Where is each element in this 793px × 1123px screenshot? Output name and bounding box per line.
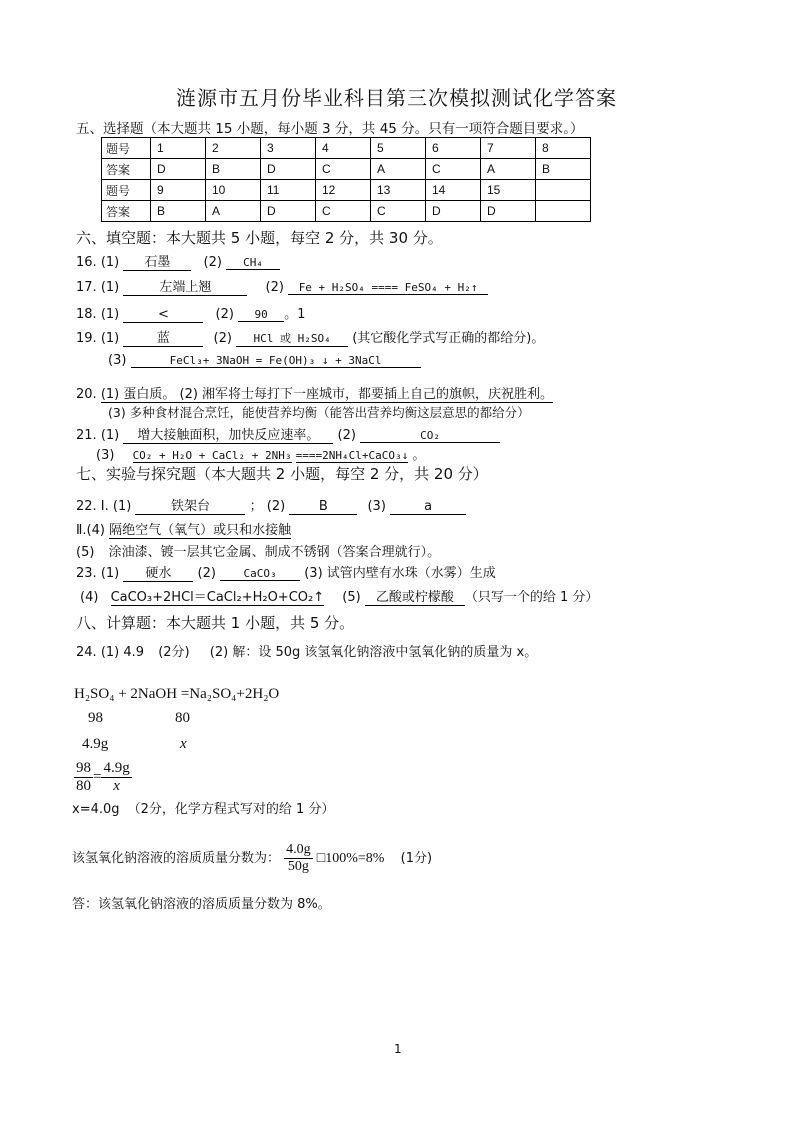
answer: CH₄ — [226, 256, 280, 270]
answer: 蓝 — [123, 327, 203, 347]
answer: 隔绝空气（氧气）或只和水接触 — [109, 519, 291, 539]
answer: 硬水 — [123, 562, 193, 582]
answer: 乙酸或柠檬酸 — [365, 586, 465, 606]
cell: 7 — [481, 138, 536, 159]
part-label: (1) — [112, 499, 132, 514]
cell: B — [151, 201, 206, 222]
answer: CaCO₃+2HCl＝CaCl₂+H₂O+CO₂↑ — [111, 586, 325, 606]
answer: Fe + H₂SO₄ ==== FeSO₄ + H₂↑ — [288, 281, 488, 295]
answer: 铁架台 — [135, 495, 245, 515]
part-label: (4) — [80, 590, 99, 605]
cell: C — [316, 201, 371, 222]
fraction-denominator: 80 — [76, 778, 91, 794]
answer: B — [289, 499, 357, 515]
answer: HCl 或 H₂SO₄ — [236, 330, 348, 347]
section7-heading: 七、实验与探究题（本大题共 2 小题，每空 2 分，共 20 分） — [76, 465, 488, 483]
result-value: x=4.0g — [72, 802, 120, 817]
q21-part3 — [96, 444, 425, 463]
cell: 11 — [261, 180, 316, 201]
cell: 13 — [371, 180, 426, 201]
q23 — [76, 562, 496, 582]
question-number: 16. — [76, 255, 97, 270]
answer: 增大接触面积，加快反应速率。 — [123, 424, 333, 444]
part-label: (2) — [337, 428, 356, 443]
cell: 3 — [261, 138, 316, 159]
cell: D — [261, 201, 316, 222]
part-label: (1) 4.9 — [100, 645, 145, 660]
part-label: (3) — [108, 353, 127, 368]
part-label: (5) — [76, 545, 95, 560]
part-label: (5) — [342, 590, 361, 605]
fraction-numerator: 98 — [76, 760, 91, 776]
separator: ； — [249, 499, 263, 514]
cell: 12 — [316, 180, 371, 201]
cell: A — [481, 159, 536, 180]
cell — [536, 180, 591, 201]
answer: 试管内壁有水珠（水雾）生成 — [326, 566, 496, 581]
cell: C — [371, 201, 426, 222]
mass-naoh: x — [180, 736, 187, 752]
q18 — [76, 303, 305, 323]
cell: B — [206, 159, 261, 180]
cell: 6 — [426, 138, 481, 159]
part-label: (1) — [100, 280, 120, 295]
fraction-denominator: x — [113, 778, 120, 794]
molar-mass-h2so4: 98 — [88, 710, 103, 726]
cell: A — [371, 159, 426, 180]
label: 该氢氧化钠溶液的溶质质量分数为： — [72, 851, 281, 866]
part-label: Ⅱ.(4) — [76, 523, 105, 538]
q23-part4 — [80, 586, 598, 606]
question-number: 22. Ⅰ. — [76, 499, 109, 514]
score: (1分) — [400, 851, 433, 866]
row-label: 答案 — [102, 159, 151, 180]
cell: 8 — [536, 138, 591, 159]
answer: CaCO₃ — [220, 567, 300, 581]
result — [72, 798, 334, 817]
q21 — [76, 424, 500, 444]
answer: < — [123, 307, 203, 323]
cell: 10 — [206, 180, 261, 201]
cell: A — [206, 201, 261, 222]
table-row — [102, 201, 591, 222]
part-label: (1) — [100, 331, 120, 346]
cell: 14 — [426, 180, 481, 201]
q17 — [76, 276, 488, 296]
mass-h2so4: 4.9g — [82, 736, 109, 752]
part-label: (2) — [203, 255, 222, 270]
question-number: 23. — [76, 566, 97, 581]
note: （2分，化学方程式写对的给 1 分） — [127, 802, 335, 817]
q24 — [76, 641, 537, 660]
question-number: 17. — [76, 280, 97, 295]
trailing-text: 。 — [412, 448, 426, 463]
answer-table — [101, 137, 591, 222]
cell: 15 — [481, 180, 536, 201]
answer: 90 — [238, 308, 284, 322]
part-label: (2) 解：设 50g 该氢氧化钠溶液中氢氧化钠的质量为 x。 — [209, 645, 538, 660]
answer: FeCl₃+ 3NaOH = Fe(OH)₃ ↓ + 3NaCl — [131, 354, 421, 368]
chemical-equation: H₂SO₄ + 2NaOH =Na₂SO₄+2H₂O — [74, 686, 280, 702]
answer: a — [390, 499, 466, 515]
section8-heading: 八、计算题：本大题共 1 小题，共 5 分。 — [76, 614, 355, 632]
cell: C — [316, 159, 371, 180]
part-label: (3) — [367, 499, 386, 514]
answer: (1) 蛋白质。 (2) 湘军将士每打下一座城市，都要插上自己的旗帜，庆祝胜利。 — [101, 383, 553, 403]
cell — [536, 201, 591, 222]
q19 — [76, 327, 544, 347]
part-label: (2) — [197, 566, 216, 581]
q22 — [76, 495, 466, 515]
q20 — [76, 383, 553, 403]
row-label: 题号 — [102, 180, 151, 201]
row-label: 题号 — [102, 138, 151, 159]
section6-heading: 六、填空题：本大题共 5 小题，每空 2 分，共 30 分。 — [76, 229, 443, 247]
answer: CO₂ — [360, 429, 500, 443]
part-label: (3) — [96, 448, 115, 463]
cell: B — [536, 159, 591, 180]
cell: D — [426, 201, 481, 222]
proportion: $\frac{98}{80}$ = $\frac{4.9g}{x}$ — [76, 760, 130, 794]
cell: D — [151, 159, 206, 180]
fraction-denominator: 50g — [287, 859, 309, 874]
part-label: (3) — [304, 566, 323, 581]
answer: 涂油漆、镀一层其它金属、制成不锈钢（答案合理就行）。 — [108, 545, 441, 560]
section5-heading: 五、选择题（本大题共 15 小题，每小题 3 分，共 45 分。只有一项符合题目要求。） — [76, 121, 584, 137]
molar-mass-naoh: 80 — [175, 710, 190, 726]
row-label: 答案 — [102, 201, 151, 222]
q16 — [76, 251, 280, 271]
answer: CO₂ + H₂O + CaCl₂ + 2NH₃ — [132, 449, 292, 462]
question-number: 21. — [76, 428, 97, 443]
page-title: 涟源市五月份毕业科目第三次模拟测试化学答案 — [176, 86, 617, 110]
answer: 石墨 — [123, 251, 191, 271]
q22-part5 — [76, 541, 440, 560]
table-row — [102, 180, 591, 201]
part-label: (2) — [213, 331, 232, 346]
fraction-numerator: 4.9g — [103, 760, 130, 776]
part-label: (2) — [266, 499, 286, 514]
question-number: 19. — [76, 331, 97, 346]
cell: 9 — [151, 180, 206, 201]
cell: 2 — [206, 138, 261, 159]
trailing-text: 。1 — [284, 307, 306, 322]
table-row — [102, 138, 591, 159]
part-label: (1) — [100, 255, 120, 270]
q19-part3 — [108, 353, 421, 368]
note: （只写一个的给 1 分） — [464, 590, 599, 605]
question-number: 24. — [76, 645, 97, 660]
cell: C — [426, 159, 481, 180]
percent-line — [72, 842, 432, 875]
answer: ====2NH₄Cl+CaCO₃↓ — [295, 449, 409, 462]
cell: D — [261, 159, 316, 180]
question-number: 18. — [76, 307, 97, 322]
cell: 5 — [371, 138, 426, 159]
part-label: (2) — [215, 307, 234, 322]
page-number: 1 — [394, 1042, 402, 1056]
part-label: (1) — [100, 566, 120, 581]
percent-result: □100%=8% — [316, 851, 385, 866]
part-label: (1) — [100, 428, 120, 443]
cell: 1 — [151, 138, 206, 159]
table-row — [102, 159, 591, 180]
final-answer: 答：该氢氧化钠溶液的溶质质量分数为 8%。 — [72, 897, 331, 912]
cell: D — [481, 201, 536, 222]
cell: 4 — [316, 138, 371, 159]
q22-part4 — [76, 519, 291, 539]
answer: 左端上翘 — [123, 276, 247, 296]
part-label: (1) — [100, 307, 120, 322]
score: (2分) — [158, 645, 190, 660]
note: (其它酸化学式写正确的都给分)。 — [352, 331, 545, 346]
q20-line2: (3) 多种食材混合烹饪，能使营养均衡（能答出营养均衡这层意思的都给分） — [108, 405, 530, 420]
question-number: 20. — [76, 387, 97, 402]
fraction-numerator: 4.0g — [286, 842, 311, 857]
part-label: (2) — [265, 280, 284, 295]
